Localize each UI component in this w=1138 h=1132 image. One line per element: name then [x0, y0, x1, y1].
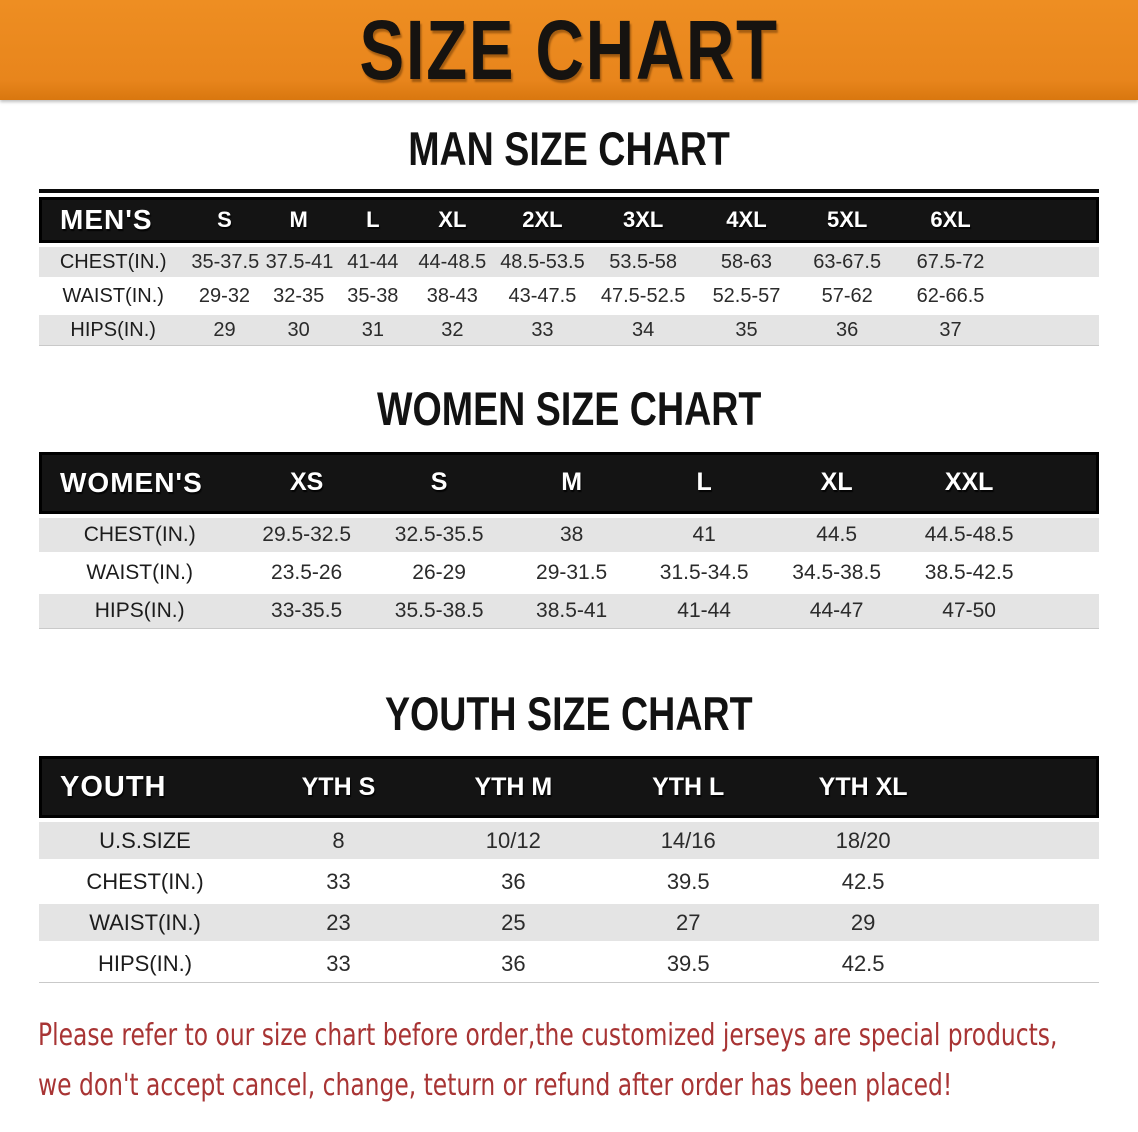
women-section-title: WOMEN SIZE CHART [376, 382, 762, 436]
women-waist-row [39, 556, 1099, 590]
youth-section-title: YOUTH SIZE CHART [385, 686, 753, 740]
men-hips-row [39, 315, 1099, 346]
cell: 43-47.5 [495, 281, 590, 311]
row-label: U.S.SIZE [39, 822, 251, 859]
cell: 38 [505, 518, 638, 552]
cell: 38-43 [410, 281, 495, 311]
women-hips-row [39, 594, 1099, 629]
men-col-header: 3XL [590, 197, 696, 243]
table-filler [1004, 281, 1099, 311]
cell: 35-37.5 [187, 247, 261, 277]
cell: 42.5 [776, 863, 951, 900]
banner-title: SIZE CHART [359, 3, 779, 97]
cell: 8 [251, 822, 426, 859]
disclaimer [38, 1011, 1138, 1111]
men-col-header: L [336, 197, 410, 243]
cell: 48.5-53.5 [495, 247, 590, 277]
youth-corner-label: YOUTH [39, 756, 251, 818]
men-waist-row [39, 281, 1099, 311]
men-header-row [39, 197, 1099, 243]
women-col-header: S [373, 452, 506, 514]
disclaimer-line-2: we don't accept cancel, change, teturn or refund after order has been placed! [38, 1068, 953, 1104]
cell: 23 [251, 904, 426, 941]
table-filler [1004, 315, 1099, 346]
men-col-header: 5XL [797, 197, 898, 243]
youth-col-header: YTH XL [776, 756, 951, 818]
table-filler [951, 863, 1099, 900]
men-corner-label: MEN'S [39, 197, 187, 243]
cell: 41 [638, 518, 771, 552]
youth-size-table [39, 752, 1099, 987]
cell: 26-29 [373, 556, 506, 590]
cell: 53.5-58 [590, 247, 696, 277]
women-col-header: L [638, 452, 771, 514]
youth-col-header: YTH S [251, 756, 426, 818]
table-filler [1004, 197, 1099, 243]
cell: 32-35 [262, 281, 336, 311]
row-label: WAIST(IN.) [39, 281, 187, 311]
cell: 38.5-42.5 [903, 556, 1036, 590]
table-filler [1035, 594, 1099, 629]
men-chest-row [39, 247, 1099, 277]
table-filler [951, 904, 1099, 941]
cell: 34 [590, 315, 696, 346]
cell: 44-47 [770, 594, 903, 629]
cell: 29 [776, 904, 951, 941]
cell: 30 [262, 315, 336, 346]
women-corner-label: WOMEN'S [39, 452, 240, 514]
cell: 35.5-38.5 [373, 594, 506, 629]
cell: 29.5-32.5 [240, 518, 373, 552]
cell: 39.5 [601, 863, 776, 900]
cell: 23.5-26 [240, 556, 373, 590]
cell: 63-67.5 [797, 247, 898, 277]
disclaimer-line-1: Please refer to our size chart before order,the customized jerseys are special products, [38, 1018, 1058, 1054]
youth-col-header: YTH M [426, 756, 601, 818]
cell: 52.5-57 [696, 281, 797, 311]
table-filler [951, 822, 1099, 859]
cell: 36 [426, 863, 601, 900]
cell: 67.5-72 [898, 247, 1004, 277]
row-label: CHEST(IN.) [39, 518, 240, 552]
cell: 38.5-41 [505, 594, 638, 629]
cell: 41-44 [336, 247, 410, 277]
men-col-header: 2XL [495, 197, 590, 243]
cell: 33 [495, 315, 590, 346]
cell: 37 [898, 315, 1004, 346]
youth-hips-row [39, 945, 1099, 983]
cell: 35 [696, 315, 797, 346]
cell: 33 [251, 863, 426, 900]
cell: 41-44 [638, 594, 771, 629]
row-label: HIPS(IN.) [39, 315, 187, 346]
row-label: HIPS(IN.) [39, 594, 240, 629]
women-col-header: XS [240, 452, 373, 514]
cell: 18/20 [776, 822, 951, 859]
table-filler [1035, 452, 1099, 514]
cell: 47-50 [903, 594, 1036, 629]
men-col-header: XL [410, 197, 495, 243]
cell: 57-62 [797, 281, 898, 311]
men-col-header: 6XL [898, 197, 1004, 243]
women-chest-row [39, 518, 1099, 552]
cell: 32 [410, 315, 495, 346]
cell: 44-48.5 [410, 247, 495, 277]
youth-col-header: YTH L [601, 756, 776, 818]
women-size-table [39, 448, 1099, 633]
women-col-header: XXL [903, 452, 1036, 514]
cell: 44.5-48.5 [903, 518, 1036, 552]
table-filler [1004, 247, 1099, 277]
cell: 32.5-35.5 [373, 518, 506, 552]
cell: 39.5 [601, 945, 776, 983]
banner [0, 0, 1138, 100]
men-size-table [39, 189, 1099, 350]
cell: 29 [187, 315, 261, 346]
cell: 58-63 [696, 247, 797, 277]
table-filler [951, 756, 1099, 818]
cell: 44.5 [770, 518, 903, 552]
cell: 35-38 [336, 281, 410, 311]
women-col-header: XL [770, 452, 903, 514]
cell: 47.5-52.5 [590, 281, 696, 311]
cell: 25 [426, 904, 601, 941]
row-label: CHEST(IN.) [39, 863, 251, 900]
table-filler [1035, 518, 1099, 552]
row-label: HIPS(IN.) [39, 945, 251, 983]
cell: 29-31.5 [505, 556, 638, 590]
cell: 37.5-41 [262, 247, 336, 277]
women-header-row [39, 452, 1099, 514]
row-label: WAIST(IN.) [39, 556, 240, 590]
men-col-header: 4XL [696, 197, 797, 243]
cell: 33 [251, 945, 426, 983]
cell: 33-35.5 [240, 594, 373, 629]
cell: 36 [797, 315, 898, 346]
cell: 31.5-34.5 [638, 556, 771, 590]
cell: 10/12 [426, 822, 601, 859]
row-label: CHEST(IN.) [39, 247, 187, 277]
cell: 36 [426, 945, 601, 983]
youth-waist-row [39, 904, 1099, 941]
men-section-title: MAN SIZE CHART [408, 122, 730, 175]
row-label: WAIST(IN.) [39, 904, 251, 941]
cell: 14/16 [601, 822, 776, 859]
cell: 62-66.5 [898, 281, 1004, 311]
cell: 29-32 [187, 281, 261, 311]
men-col-header: M [262, 197, 336, 243]
cell: 27 [601, 904, 776, 941]
cell: 31 [336, 315, 410, 346]
men-col-header: S [187, 197, 261, 243]
women-col-header: M [505, 452, 638, 514]
table-filler [1035, 556, 1099, 590]
youth-ussize-row [39, 822, 1099, 859]
youth-chest-row [39, 863, 1099, 900]
youth-header-row [39, 756, 1099, 818]
cell: 34.5-38.5 [770, 556, 903, 590]
table-filler [951, 945, 1099, 983]
cell: 42.5 [776, 945, 951, 983]
